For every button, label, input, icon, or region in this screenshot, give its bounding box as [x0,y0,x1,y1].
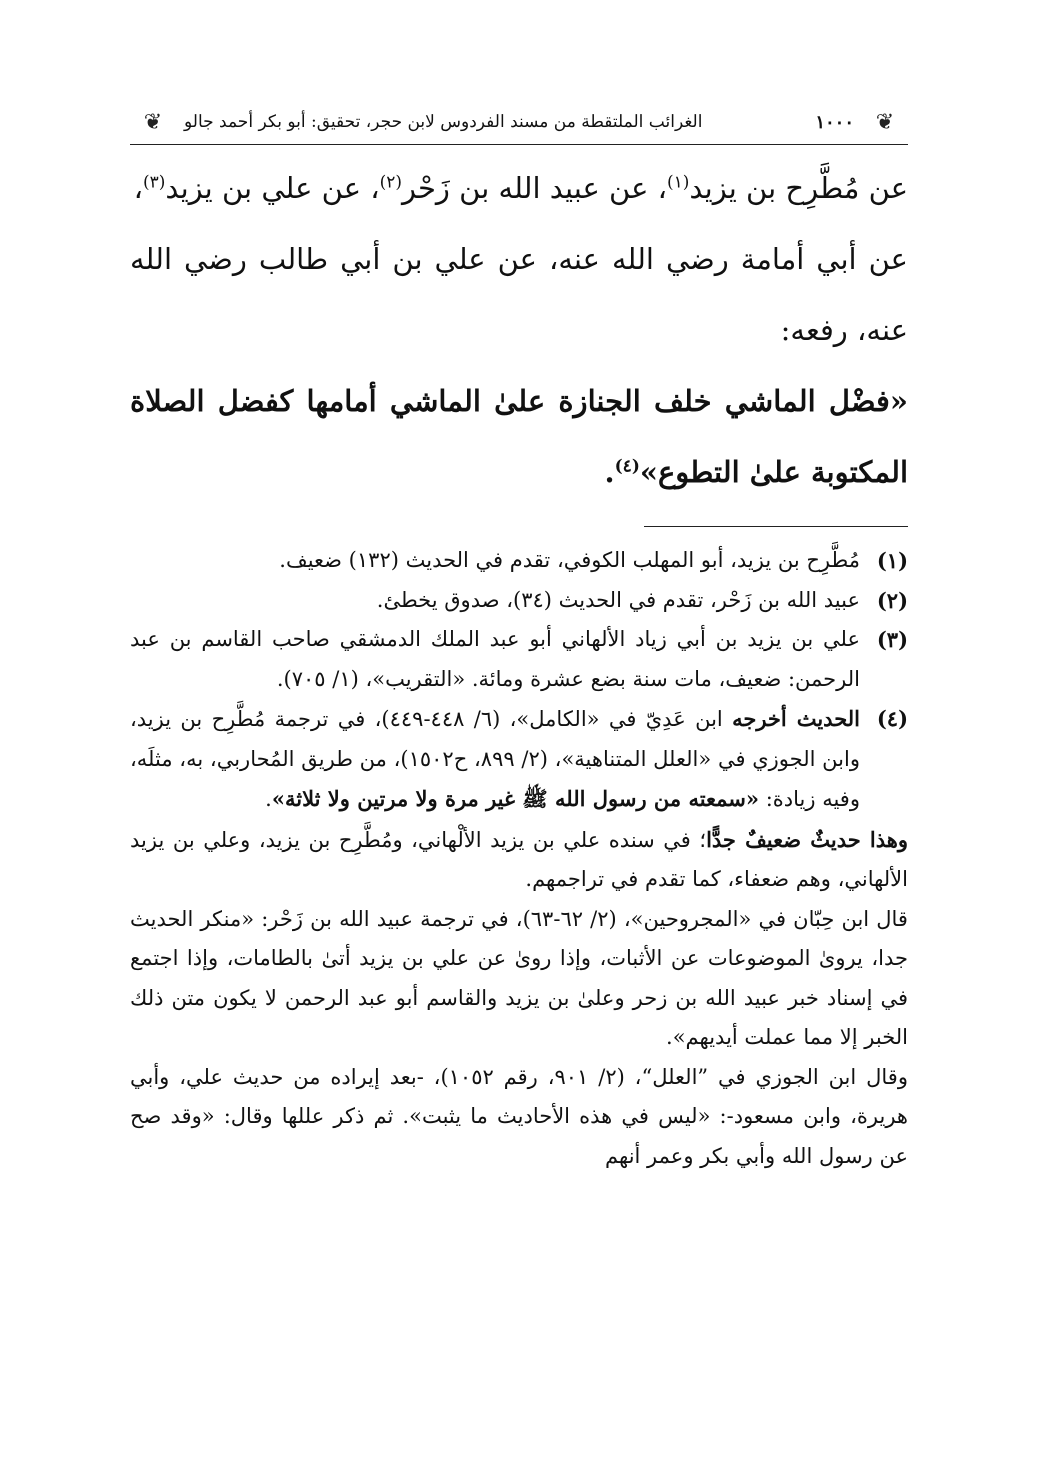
footnote-text [130,699,860,820]
footnote-3 [130,620,908,699]
commentary-paragraph-3: وقال ابن الجوزي في ”العلل“، (٢/ ٩٠١، رقم ١٠٥٢)، -بعد إيراده من حديث علي، وأبي هريرة، وابن مسعود-: «ليس في هذه الأحاديث ما يثبت». ثم ذكر عللها وقال: «وقد صح عن رسول الله وأبي بكر وعمر أنهم [130,1064,908,1168]
footnote-4 [130,699,908,820]
header-title: الغرائب الملتقطة من مسند الفردوس لابن حجر، تحقيق: أبو بكر أحمد جالو [184,112,703,132]
commentary-text: ؛ في سنده علي بن يزيد الألْهاني، ومُطَّرِح بن يزيد، وعلي بن يزيد الألهاني، وهم ضعفاء، كما تقدم في تراجمهم. [130,827,908,891]
footnote-text: عبيد الله بن زَحْر، تقدم في الحديث (٣٤)، صدوق يخطئ. [376,587,860,612]
grading-verdict: وهذا حديثٌ ضعيفٌ جدًّا [706,826,908,852]
ornament-left-icon: ❦ [143,109,163,135]
isnad-part: ، عن علي بن يزيد [165,171,380,205]
hadith-end: . [604,455,615,489]
isnad-part: ، عن عبيد الله بن زَحْر [402,171,667,205]
main-text [130,153,908,508]
footnote-ref-1[interactable]: (١) [666,172,690,193]
hadith-text [130,366,908,508]
page-content [130,100,908,1176]
footnote-number: (٤) [876,706,908,731]
isnad-line-1 [130,153,908,224]
footnote-number: (٢) [876,587,908,613]
footnote-ref-4[interactable]: (٤) [614,456,640,477]
footnote-quote: «سمعته من رسول الله ﷺ غير مرة ولا مرتين ولا ثلاثة» [271,786,760,811]
page-number: ١٠٠٠ [815,111,854,133]
footnote-lead: الحديث أخرجه [732,706,860,731]
footnote-1 [130,541,908,581]
footnote-number: (٣) [876,627,908,652]
ornament-right-icon: ❦ [875,109,895,135]
footnote-divider [644,526,908,527]
header-center [176,112,862,133]
footnote-text-b: . [265,787,272,811]
footnote-number: (١) [876,548,908,573]
footnotes [130,541,908,1176]
footnote-2 [130,581,908,621]
commentary-paragraph-2: قال ابن حِبّان في «المجروحين»، (٢/ ٦٢-٦٣)، في ترجمة عبيد الله بن زَحْر: «منكر الحديث جدا، يروىٰ الموضوعات عن الأثبات، وإذا روىٰ عن علي بن يزيد أتىٰ بالطامات، وإذا اجتمع في إسناد خبر عبيد الله بن زحر وعلىٰ بن يزيد والقاسم أبو عبد الرحمن لا يكون متن ذلك الخبر إلا مما عملت أيديهم». [130,906,908,1049]
running-header [130,100,908,145]
footnote-text-a: ابن عَدِيّ في «الكامل»، (٦/ ٤٤٨-٤٤٩)، في ترجمة مُطَّرِح بن يزيد، وابن الجوزي في «العلل المتناهية»، (٢/ ٨٩٩، ح١٥٠٢)، من طريق المُحاربي، به، مثلَه، وفيه زيادة: [130,707,860,811]
isnad-part: عن مُطَّرِح بن يزيد [689,171,908,205]
footnote-ref-2[interactable]: (٢) [379,172,402,193]
commentary-paragraph-1 [130,820,908,900]
footnote-text: علي بن يزيد بن أبي زياد الألهاني أبو عبد الملك الدمشقي صاحب القاسم بن عبد الرحمن: ضعيف، مات سنة بضع عشرة ومائة. «التقريب»، (١/ ٧٠٥). [130,627,860,691]
isnad-part: ، [133,171,143,205]
footnote-text: مُطَّرِح بن يزيد، أبو المهلب الكوفي، تقدم في الحديث (١٣٢) ضعيف. [279,548,860,572]
hadith-matn: «فضْل الماشي خلف الجنازة علىٰ الماشي أمامها كفضل الصلاة المكتوبة علىٰ التطوع» [130,384,908,489]
isnad-line-2: عن أبي أمامة رضي الله عنه، عن علي بن أبي طالب رضي الله عنه، رفعه: [130,242,908,347]
footnote-ref-3[interactable]: (٣) [142,172,166,193]
